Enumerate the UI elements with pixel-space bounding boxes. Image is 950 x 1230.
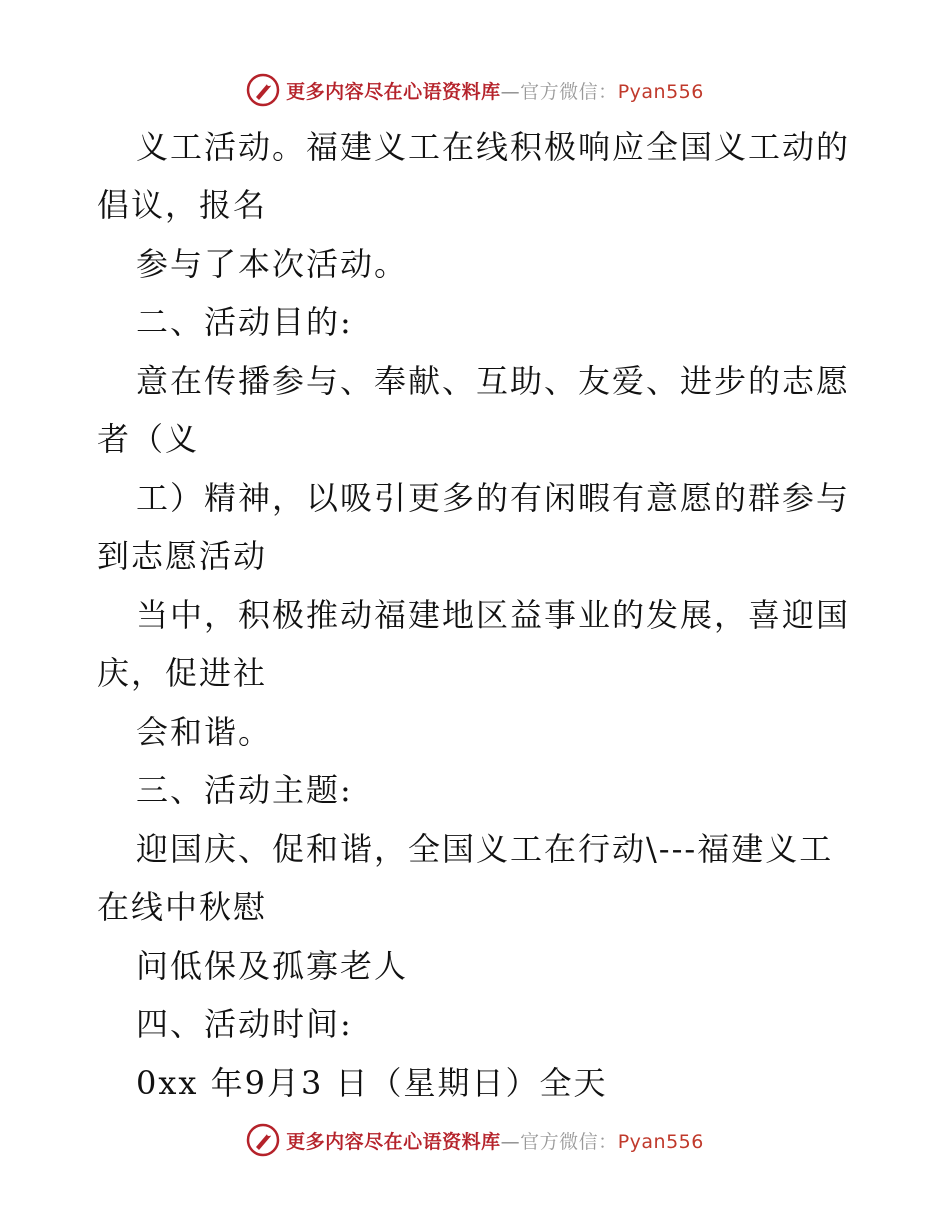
body-line: 问低保及孤寡老人 <box>136 947 409 985</box>
body-line: 义工活动。福建义工在线积极响应全国义工动的 <box>136 128 851 166</box>
header-banner-text <box>286 77 704 104</box>
pen-nib-logo-icon <box>246 73 280 107</box>
body-line: 者（义 <box>97 420 200 458</box>
header-wechat-handle: Pyan556 <box>617 80 704 103</box>
footer-site-text: 更多内容尽在心语资料库 <box>286 1130 501 1153</box>
body-line: 0xx 年9月3 日（星期日）全天 <box>136 1064 608 1102</box>
body-line: 迎国庆、促和谐，全国义工在行动\---福建义工 <box>136 830 834 868</box>
footer-banner-text <box>286 1127 704 1154</box>
body-line: 参与了本次活动。 <box>136 245 409 283</box>
body-line: 当中，积极推动福建地区益事业的发展，喜迎国 <box>136 596 851 634</box>
section-heading: 二、活动目的: <box>136 303 353 341</box>
header-site-text: 更多内容尽在心语资料库 <box>286 80 501 103</box>
body-line: 工）精神，以吸引更多的有闲暇有意愿的群参与 <box>136 479 851 517</box>
header-dash: — <box>500 80 521 103</box>
body-line: 倡议，报名 <box>97 186 268 224</box>
header-wechat-label: 官方微信： <box>520 80 618 103</box>
section-heading: 三、活动主题: <box>136 771 353 809</box>
footer-dash: — <box>500 1130 521 1153</box>
body-line: 在线中秋慰 <box>97 888 268 926</box>
body-line: 庆，促进社 <box>97 654 268 692</box>
footer-banner <box>0 1120 950 1160</box>
body-line: 意在传播参与、奉献、互助、友爱、进步的志愿 <box>136 362 851 400</box>
footer-wechat-handle: Pyan556 <box>617 1130 704 1153</box>
header-banner <box>0 70 950 110</box>
footer-wechat-label: 官方微信： <box>520 1130 618 1153</box>
section-heading: 四、活动时间: <box>136 1005 353 1043</box>
body-line: 会和谐。 <box>136 713 273 751</box>
body-line: 到志愿活动 <box>97 537 268 575</box>
pen-nib-logo-icon <box>246 1123 280 1157</box>
